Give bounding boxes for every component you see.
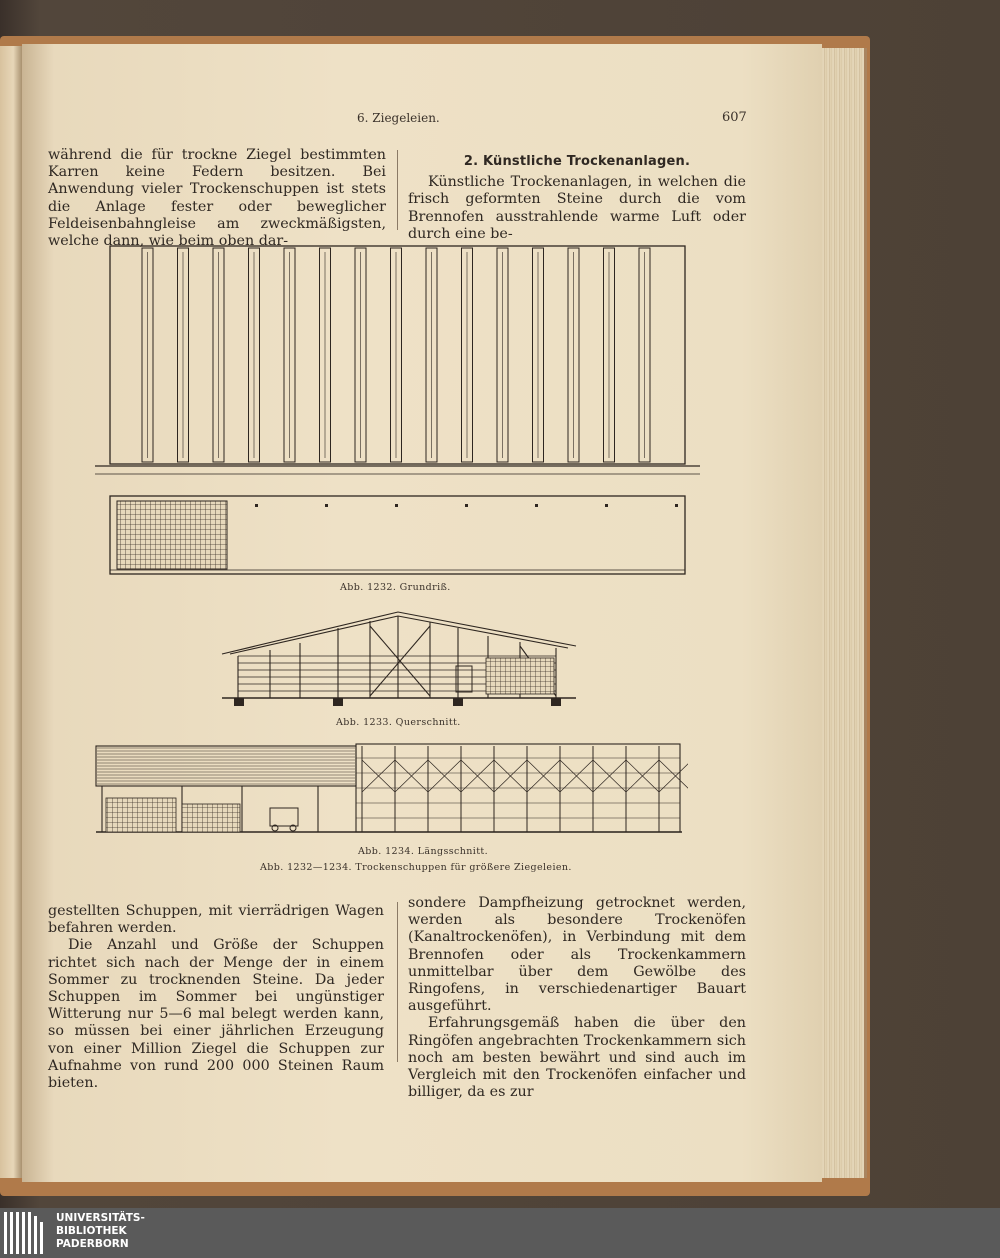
section-heading: 2. Künstliche Trockenanlagen. xyxy=(463,154,691,169)
post-mark xyxy=(675,504,678,507)
figure-cross-section xyxy=(220,606,580,716)
top-left-column xyxy=(48,147,386,250)
library-name-line: BIBLIOTHEK xyxy=(56,1225,127,1237)
bay-brace xyxy=(659,760,688,792)
paragraph: Erfahrungsgemäß haben die über den Ringöfen angebrachten Trockenkammern sich noch am besten bewährt und sind auch im Vergleich mit den Trockenöfen einfacher und billiger, da es zur xyxy=(408,1015,746,1101)
library-footer-bar xyxy=(0,1208,1000,1258)
post-mark xyxy=(395,504,398,507)
paragraph: sondere Dampfheizung getrocknet werden, werden als besondere Trockenöfen (Kanaltrockenöfen), in Verbindung mit dem Brennofen oder als Trockenkammern unmittelbar über dem Gewölbe des Ringofens, in verschiedenartiger Bauart ausgeführt. xyxy=(408,895,746,1015)
figure-group-caption: Abb. 1232—1234. Trockenschuppen für größere Ziegeleien. xyxy=(260,862,572,873)
bottom-right-column xyxy=(408,895,746,1101)
column-rule xyxy=(397,902,398,1062)
paragraph: Die Anzahl und Größe der Schuppen richtet sich nach der Menge der in einem Sommer zu trocknenden Steine. Da jeder Schuppen im Sommer bei ungünstiger Witterung nur 5—6 mal belegt werden kann, so müssen bei einer jährlichen Erzeugung von einer Million Ziegel die Schuppen zur Aufnahme von rund 200 000 Steinen Raum bieten. xyxy=(48,937,384,1092)
bottom-left-column xyxy=(48,903,384,1092)
figure-longitudinal-section xyxy=(92,742,688,842)
post-mark xyxy=(605,504,608,507)
bay-brace xyxy=(659,760,688,792)
column-rule xyxy=(397,150,398,230)
university-library-logo xyxy=(0,1208,50,1258)
page-stack-edge xyxy=(820,48,867,1178)
figure-ground-plan xyxy=(95,244,705,580)
running-head-title: 6. Ziegeleien. xyxy=(357,111,440,125)
figure-caption-1234: Abb. 1234. Längsschnitt. xyxy=(358,846,489,857)
library-name xyxy=(56,1212,145,1251)
post-mark xyxy=(465,504,468,507)
paragraph: gestellten Schuppen, mit vierrädrigen Wagen befahren werden. xyxy=(48,903,384,937)
left-page-gutter xyxy=(0,46,22,1178)
post-mark xyxy=(255,504,258,507)
paragraph: während die für trockne Ziegel bestimmten Karren keine Federn besitzen. Bei Anwendung vieler Trockenschuppen ist stets die Anlage fester oder beweglicher Feldeisenbahngleise am zweckmäßigsten, welche dann, wie beim oben dar- xyxy=(48,147,386,250)
top-right-column xyxy=(408,147,746,243)
library-name-line: UNIVERSITÄTS- xyxy=(56,1212,145,1224)
page-number: 607 xyxy=(722,110,747,125)
post-mark xyxy=(535,504,538,507)
figure-caption-1232: Abb. 1232. Grundriß. xyxy=(340,582,451,593)
figure-caption-1233: Abb. 1233. Querschnitt. xyxy=(336,717,461,728)
paragraph: Künstliche Trockenanlagen, in welchen die frisch geformten Steine durch die vom Brennofen ausstrahlende warme Luft oder durch eine be- xyxy=(408,174,746,242)
library-name-line: PADERBORN xyxy=(56,1238,129,1250)
post-mark xyxy=(325,504,328,507)
